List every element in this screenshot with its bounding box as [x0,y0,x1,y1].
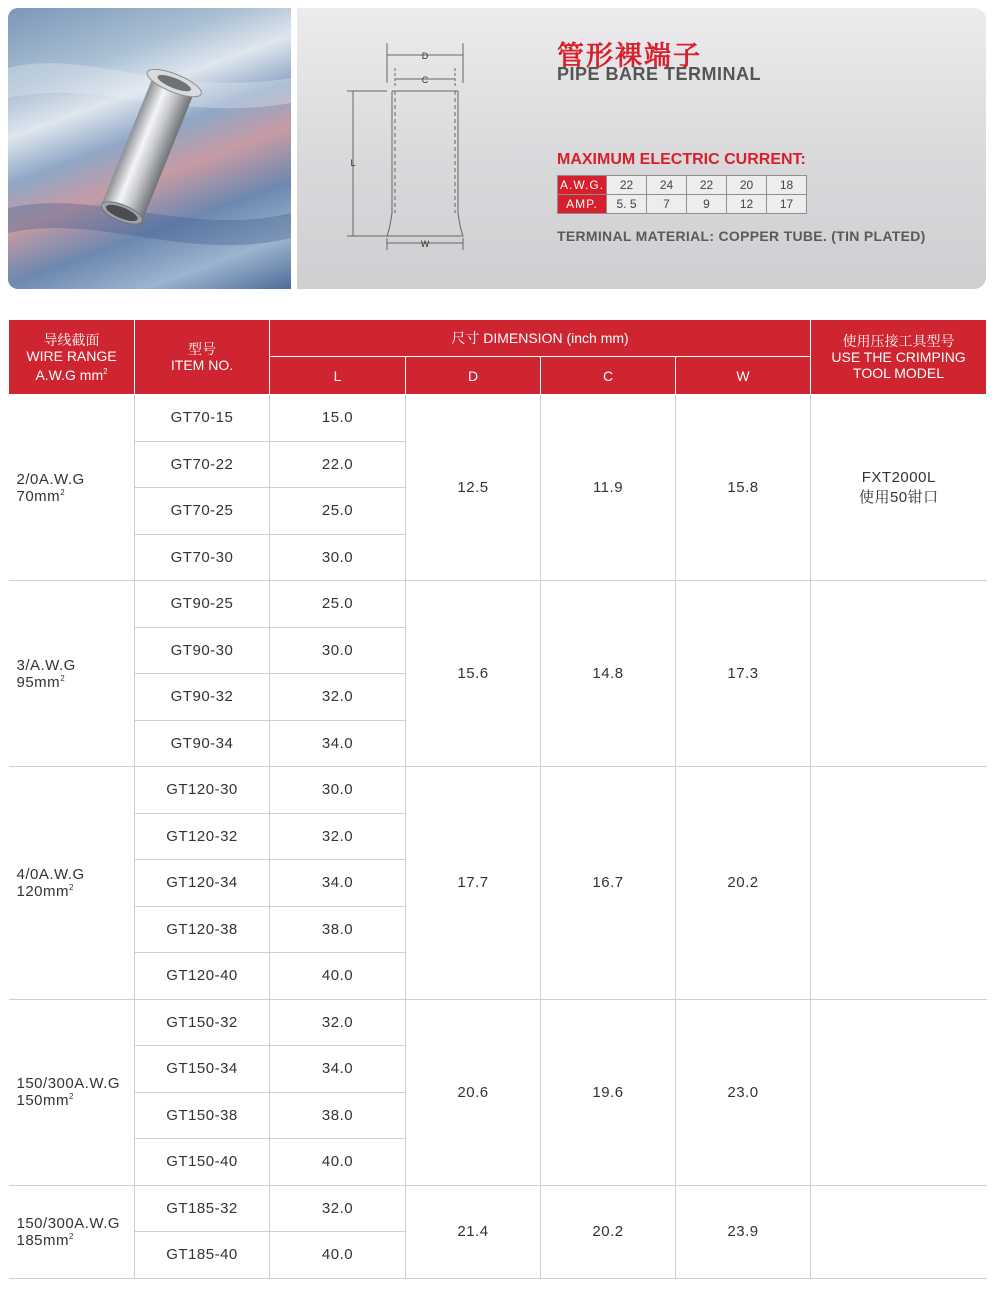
wire-range-cell: 150/300A.W.G $185mm^2$ [9,1185,135,1278]
length-l: 40.0 [270,1232,406,1279]
dimension-d: 15.6 [406,581,541,767]
terminal-material: TERMINAL MATERIAL: COPPER TUBE. (TIN PLATED) [557,228,926,244]
diagram-label-d: D [421,51,429,61]
wire-range-cell: 4/0A.W.G $120mm^2$ [9,767,135,1000]
dimension-c: 11.9 [541,395,676,581]
item-no: GT70-22 [135,441,270,488]
item-no: GT90-34 [135,720,270,767]
length-l: 32.0 [270,674,406,721]
diagram-label-c: C [421,75,429,85]
length-l: 25.0 [270,581,406,628]
spec-table [8,319,987,1279]
tool-model-cell [811,767,987,1000]
table-row [9,395,987,442]
length-l: 32.0 [270,813,406,860]
banner-panel [297,8,986,289]
header-wire-range-unit: A.W.G $mm^2$ [35,366,108,383]
wire-range-cell: 2/0A.W.G $70mm^2$ [9,395,135,581]
length-l: 25.0 [270,488,406,535]
header-wire-range-en: WIRE RANGE [26,347,117,364]
dimension-c: 16.7 [541,767,676,1000]
tool-note: 使用50钳口 [858,488,939,506]
item-no: GT90-32 [135,674,270,721]
item-no: GT150-32 [135,999,270,1046]
dimension-diagram [337,38,497,263]
length-l: 30.0 [270,627,406,674]
tool-model-cell [811,581,987,767]
awg-value: 22 [607,176,647,195]
max-current-table [557,175,807,214]
header-dimension: 尺寸 DIMENSION (inch mm) [270,320,811,357]
awg-value: 24 [647,176,687,195]
table-row [9,1185,987,1232]
amp-row [558,195,807,214]
table-row [9,999,987,1046]
item-no: GT70-25 [135,488,270,535]
dimension-w: 20.2 [676,767,811,1000]
diagram-label-w: W [420,239,430,249]
awg-value: 22 [687,176,727,195]
amp-value: 12 [727,195,767,214]
dimension-c: 19.6 [541,999,676,1185]
length-l: 38.0 [270,906,406,953]
title-english: PIPE BARE TERMINAL [557,64,762,84]
tool-model-cell [811,999,987,1185]
amp-value: 17 [767,195,807,214]
length-l: 40.0 [270,953,406,1000]
length-l: 34.0 [270,860,406,907]
amp-value: 5. 5 [607,195,647,214]
length-l: 40.0 [270,1139,406,1186]
item-no: GT120-40 [135,953,270,1000]
dimension-w: 15.8 [676,395,811,581]
dimension-d: 21.4 [406,1185,541,1278]
awg-row [558,176,807,195]
length-l: 38.0 [270,1092,406,1139]
item-no: GT150-38 [135,1092,270,1139]
title-chinese: 管形裸端子 [557,41,702,72]
header-wire-range-cn: 导线截面 [43,331,100,348]
awg-value: 18 [767,176,807,195]
diagram-label-l: L [350,158,356,168]
length-l: 32.0 [270,999,406,1046]
length-l: 34.0 [270,1046,406,1093]
header-w: W [676,357,811,395]
spec-table-body [9,395,987,1279]
dimension-w: 23.9 [676,1185,811,1278]
dimension-d: 12.5 [406,395,541,581]
dimension-c: 20.2 [541,1185,676,1278]
dimension-w: 17.3 [676,581,811,767]
item-no: GT90-25 [135,581,270,628]
item-no: GT70-30 [135,534,270,581]
dimension-d: 20.6 [406,999,541,1185]
table-row [9,767,987,814]
dimension-w: 23.0 [676,999,811,1185]
awg-label: A.W.G. [558,176,607,195]
header-item-no [135,320,270,395]
header-item-en: ITEM NO. [170,357,234,373]
item-no: GT185-40 [135,1232,270,1279]
tool-model-cell [811,1185,987,1278]
header-item-cn: 型号 [188,341,216,357]
length-l: 34.0 [270,720,406,767]
amp-label: AMP. [558,195,607,214]
wire-range-cell: 3/A.W.G $95mm^2$ [9,581,135,767]
length-l: 32.0 [270,1185,406,1232]
header-tool-en: USE THE CRIMPING TOOL MODEL [831,349,966,381]
table-row [9,581,987,628]
header-tool-model [811,320,987,395]
header-c: C [541,357,676,395]
item-no: GT120-32 [135,813,270,860]
item-no: GT150-40 [135,1139,270,1186]
amp-value: 9 [687,195,727,214]
header-wire-range [9,320,135,395]
item-no: GT70-15 [135,395,270,442]
amp-value: 7 [647,195,687,214]
dimension-c: 14.8 [541,581,676,767]
header-d: D [406,357,541,395]
length-l: 15.0 [270,395,406,442]
item-no: GT150-34 [135,1046,270,1093]
item-no: GT120-38 [135,906,270,953]
wire-range-cell: 150/300A.W.G $150mm^2$ [9,999,135,1185]
max-current-title: MAXIMUM ELECTRIC CURRENT: [557,151,806,168]
item-no: GT120-34 [135,860,270,907]
header-tool-cn: 使用压接工具型号 [842,333,955,349]
awg-value: 20 [727,176,767,195]
item-no: GT185-32 [135,1185,270,1232]
header-l: L [270,357,406,395]
length-l: 30.0 [270,534,406,581]
tool-model-cell [811,395,987,581]
product-photo [8,8,291,289]
pipe-terminal-image [8,8,291,289]
length-l: 22.0 [270,441,406,488]
item-no: GT90-30 [135,627,270,674]
length-l: 30.0 [270,767,406,814]
dimension-d: 17.7 [406,767,541,1000]
item-no: GT120-30 [135,767,270,814]
tool-model: FXT2000L [861,468,936,486]
